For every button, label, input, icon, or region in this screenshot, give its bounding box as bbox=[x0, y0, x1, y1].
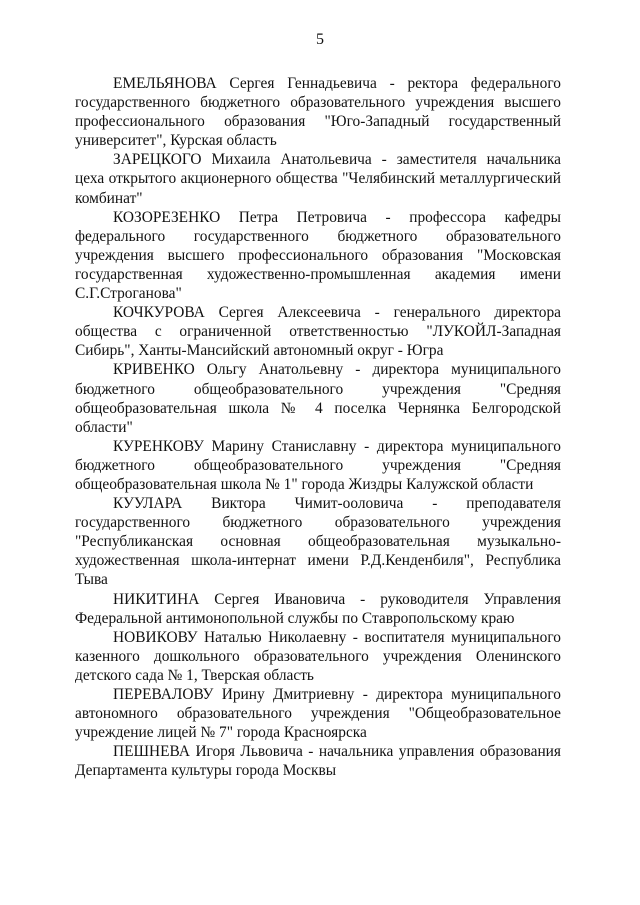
list-entry: НОВИКОВУ Наталью Николаевну - воспитателя муниципального казенного дошкольного образовательного учреждения Оленинского детского сада № 1, Тверская область bbox=[75, 628, 561, 684]
list-entry: КУУЛАРА Виктора Чимит-ооловича - преподавателя государственного бюджетного образовательного учреждения "Республиканская основная общеобразовательная музыкально-художественная школа-интернат имени Р.Д.Кенденбиля", Республика Тыва bbox=[75, 495, 561, 589]
page-number: 5 bbox=[316, 31, 324, 48]
list-entry: КОЗОРЕЗЕНКО Петра Петровича - профессора кафедры федерального государственного бюджетного образовательного учреждения высшего профессионального образования "Московская государственная художественно-промышленная академия имени С.Г.Строганова" bbox=[75, 208, 561, 303]
list-entry: ЕМЕЛЬЯНОВА Сергея Геннадьевича - ректора федерального государственного бюджетного образовательного учреждения высшего профессионального образования "Юго-Западный государственный университет", Курская область bbox=[75, 75, 561, 150]
award-list bbox=[75, 74, 561, 780]
list-entry: ПЕРЕВАЛОВУ Ирину Дмитриевну - директора муниципального автономного образовательного учреждения "Общеобразовательное учреждение лицей № 7" города Красноярска bbox=[75, 686, 561, 742]
list-entry: КОЧКУРОВА Сергея Алексеевича - генерального директора общества с ограниченной ответственностью "ЛУКОЙЛ-Западная Сибирь", Ханты-Мансийский автономный округ - Югра bbox=[75, 304, 561, 360]
list-entry: КУРЕНКОВУ Марину Станиславну - директора муниципального бюджетного общеобразовательного учреждения "Средняя общеобразовательная школа № 1" города Жиздры Калужской области bbox=[75, 437, 561, 493]
list-entry: КРИВЕНКО Ольгу Анатольевну - директора муниципального бюджетного общеобразовательного учреждения "Средняя общеобразовательная школа № 4 поселка Чернянка Белгородской области" bbox=[75, 361, 561, 436]
list-entry: ПЕШНЕВА Игоря Львовича - начальника управления образования Департамента культуры города Москвы bbox=[75, 743, 561, 780]
list-entry: ЗАРЕЦКОГО Михаила Анатольевича - заместителя начальника цеха открытого акционерного общества "Челябинский металлургический комбинат" bbox=[75, 151, 561, 207]
list-entry: НИКИТИНА Сергея Ивановича - руководителя Управления Федеральной антимонопольной службы по Ставропольскому краю bbox=[75, 590, 561, 627]
